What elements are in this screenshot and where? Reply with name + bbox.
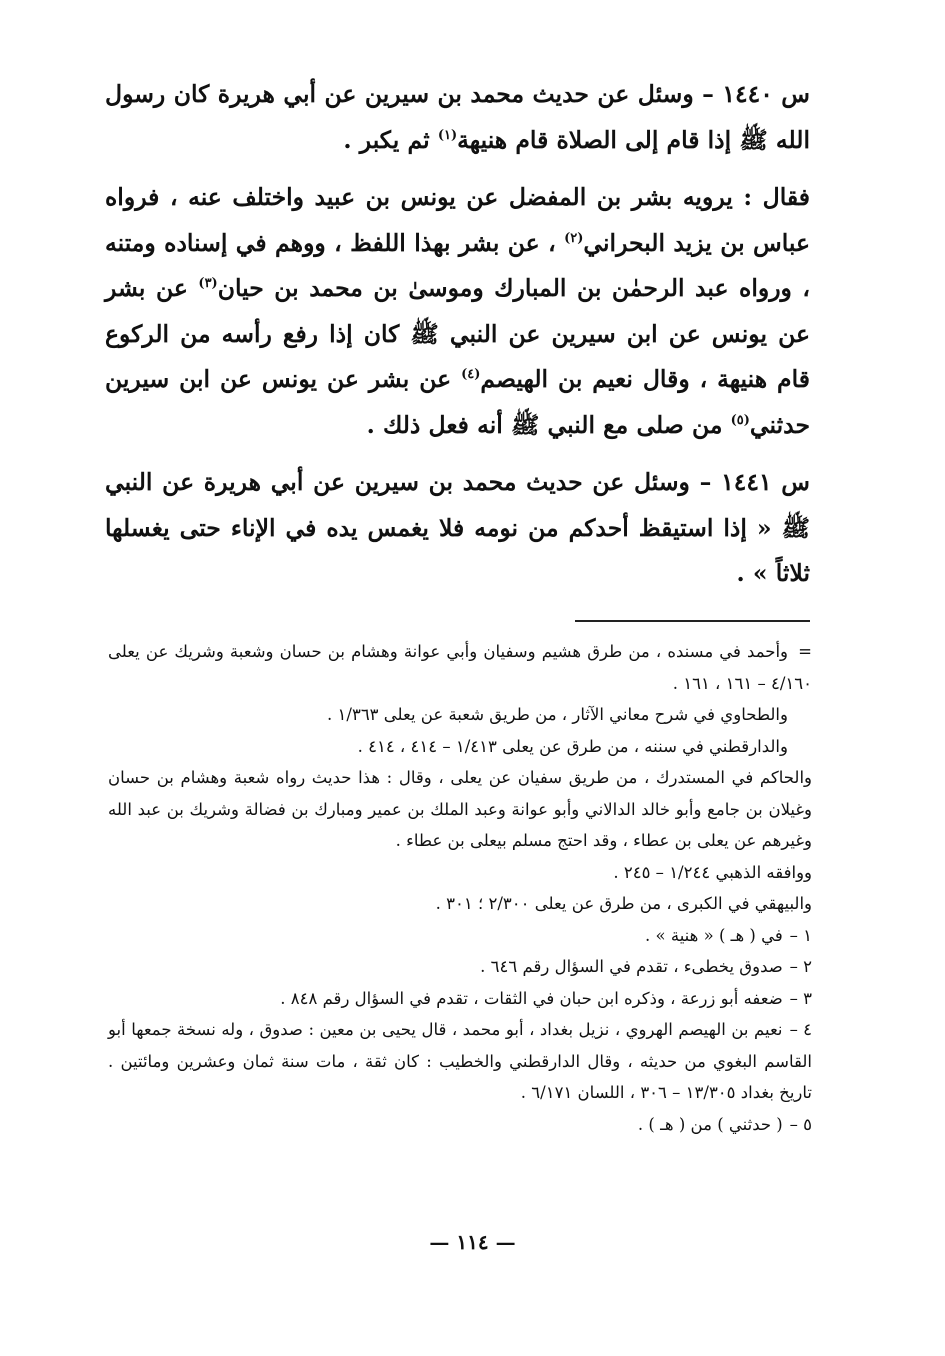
question-1440 (105, 72, 810, 163)
footnote-separator (575, 620, 810, 622)
footnote-1 (108, 920, 812, 952)
answer-1440 (105, 175, 810, 448)
footnote-ref-5: (٥) (730, 412, 750, 428)
footnote-5 (108, 1109, 812, 1141)
footnote-text: في ( هـ ) « هنية » . (645, 925, 783, 945)
footnote-ref-3: (٣) (198, 276, 218, 292)
footnote-text: نعيم بن الهيصم الهروي ، نزيل بغداد ، أبو محمد ، قال يحيى بن معين : صدوق ، وله نسخة جمعها أبو القاسم البغوي من حديثه ، وقال الدارقطني والخطيب : كان ثقة ، مات سنة ثمان وعشرين ومائتين . تاريخ بغداد ١٣/٣٠٥ – ٣٠٦ ، اللسان ٦/١٧١ . (108, 1020, 812, 1102)
footnote-number: ٢ – (789, 957, 812, 976)
question-number: س ١٤٤١ (721, 468, 810, 496)
answer-text: من صلى مع النبي ﷺ أنه فعل ذلك . (366, 410, 731, 439)
footnote-continuation (108, 636, 812, 699)
footnote-line: والبيهقي في الكبرى ، من طرق عن يعلى ٢/٣٠٠ ؛ ٣٠١ . (435, 894, 812, 913)
main-text (105, 72, 810, 597)
footnote-3 (108, 983, 812, 1015)
question-number: س ١٤٤٠ (722, 80, 810, 108)
footnote-number: ٣ – (789, 988, 812, 1008)
footnote-text: ضعفه أبو زرعة ، وذكره ابن حبان في الثقات ، تقدم في السؤال رقم ٨٤٨ . (280, 988, 783, 1008)
footnote-number: ٤ – (789, 1020, 812, 1039)
answer-text: عن بشر عن يونس عن ابن سيرين عن النبي ﷺ كان إذا رفع رأسه من الركوع قام هنيهة ، وقال نعيم بن الهيصم (105, 274, 811, 393)
footnote-line: وأحمد في مسنده ، من طرق هشيم وسفيان وأبي عوانة وهشام بن حسان وشعبة وشريك عن يعلى ٤/١٦٠ – ١٦١ ، ١٦١ . (108, 642, 812, 693)
footnote-ref-1: (١) (437, 127, 458, 143)
question-text-end: ثم يكبر . (343, 125, 438, 154)
footnote-line: ووافقه الذهبي ١/٢٤٤ – ٢٤٥ . (613, 862, 812, 882)
continuation-mark: = (798, 642, 812, 661)
question-text: – وسئل عن حديث محمد بن سيرين عن أبي هريرة عن النبي ﷺ « إذا استيقظ أحدكم من نومه فلا يغمس يده في الإناء حتى يغسلها ثلاثاً » . (105, 468, 810, 587)
answer-text: عن بشر عن يونس عن ابن سيرين حدثني (105, 365, 810, 439)
footnotes (108, 636, 812, 1140)
footnote-line: والطحاوي في شرح معاني الآثار ، من طريق شعبة عن يعلى ١/٣٦٣ . (327, 705, 788, 724)
answer-text: ، عن بشر بهذا اللفظ ، ووهم في إسناده ومتنه ، ورواه عبد الرحمٰن بن المبارك وموسىٰ بن محمد بن حيان (105, 228, 810, 302)
question-1441 (105, 460, 810, 597)
footnote-number: ٥ – (789, 1114, 812, 1134)
page-number: — ١١٤ — (429, 1230, 516, 1254)
question-text: – وسئل عن حديث محمد بن سيرين عن أبي هريرة كان رسول الله ﷺ إذا قام إلى الصلاة قام هنيهة (105, 80, 810, 154)
footnote-line: والدارقطني في سننه ، من طرق عن يعلى ١/٤١٣ – ٤١٤ ، ٤١٤ . (357, 736, 788, 756)
answer-text: فقال : يرويه بشر بن المفضل عن يونس بن عبيد واختلف عنه ، فرواه عباس بن يزيد البحراني (105, 183, 811, 257)
footnote-ref-4: (٤) (461, 367, 481, 383)
footnote-ref-2: (٢) (564, 230, 584, 246)
footnote-text: ( حدثني ) من ( هـ ) . (637, 1114, 783, 1134)
footnote-4 (108, 1014, 812, 1109)
footnote-number: ١ – (789, 925, 812, 945)
footnote-2 (108, 951, 812, 983)
footnote-text: صدوق يخطىء ، تقدم في السؤال رقم ٦٤٦ . (480, 957, 783, 976)
footnote-line: والحاكم في المستدرك ، من طريق سفيان عن يعلى ، وقال : هذا حديث رواه شعبة وهشام بن حسان وغيلان بن جامع وأبو خالد الدالاني وأبو عوانة وعبد الملك بن عمير ومبارك بن فضالة وشريك بن عبد الله وغيرهم عن يعلى بن عطاء ، وقد احتج مسلم بيعلى بن عطاء . (108, 768, 812, 850)
